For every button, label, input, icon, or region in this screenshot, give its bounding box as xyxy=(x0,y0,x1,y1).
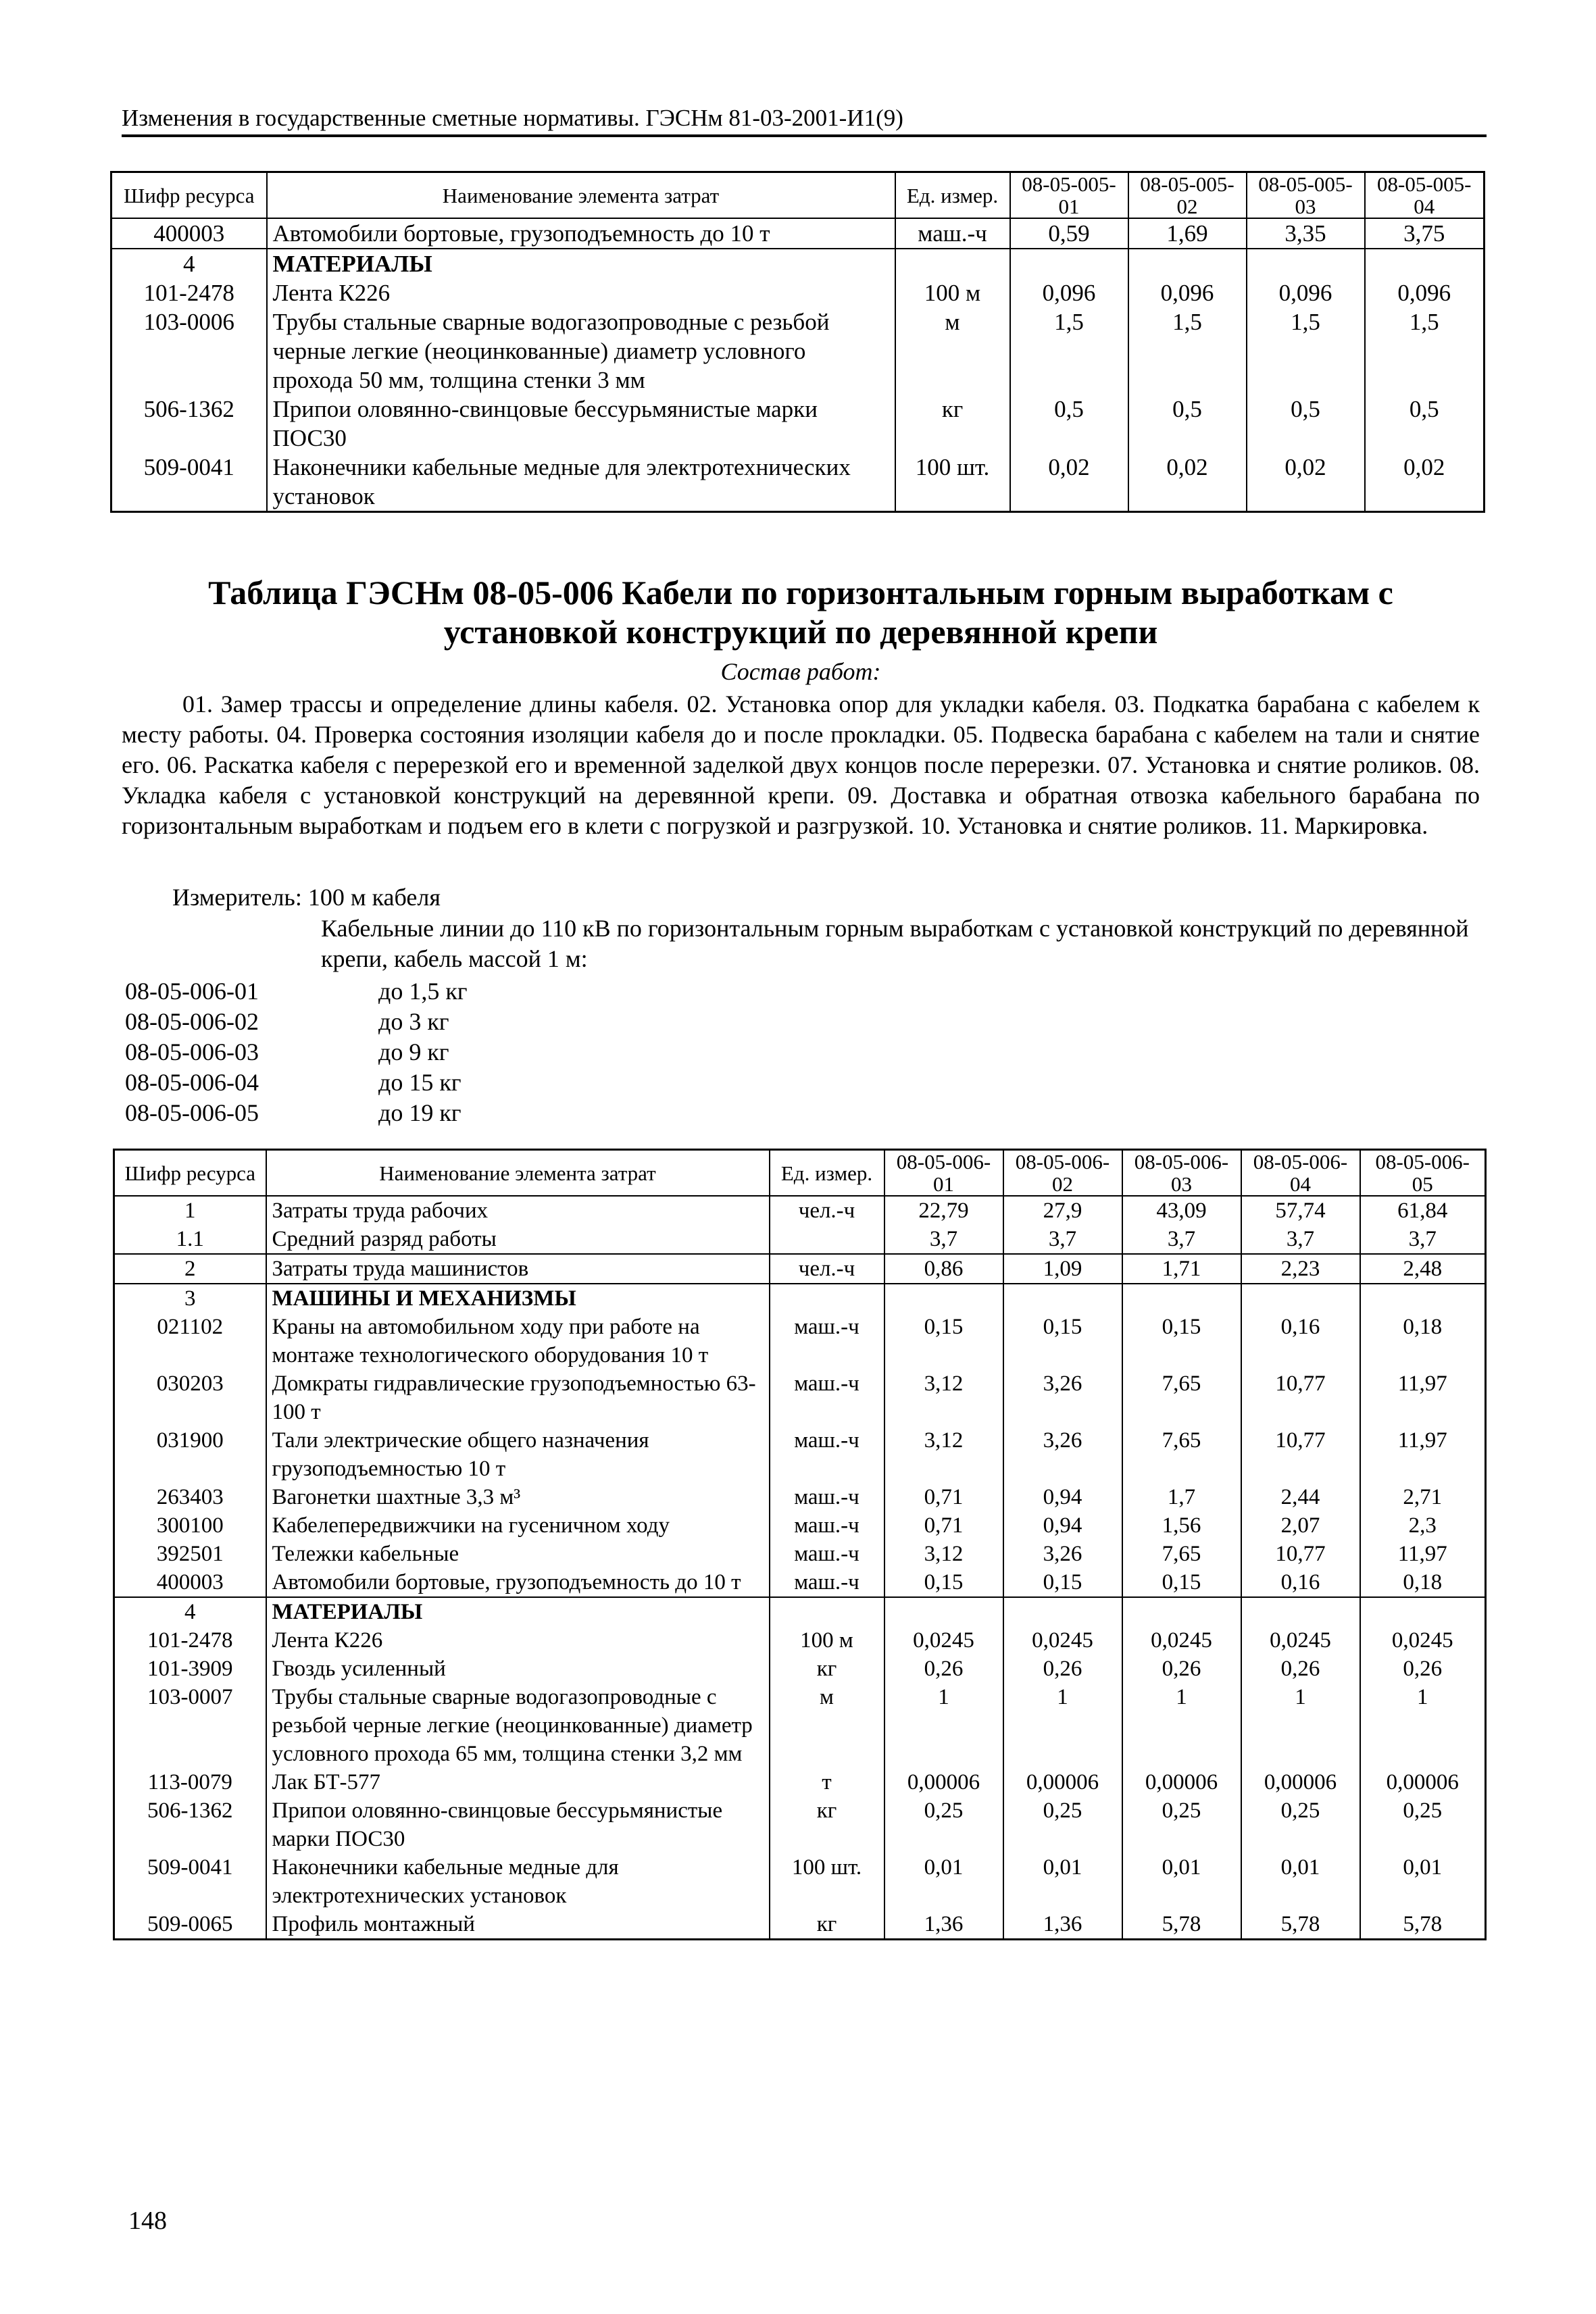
header-col: 08-05-006-04 xyxy=(1241,1150,1360,1197)
row-code: 300100 xyxy=(156,1513,224,1538)
row-name: Профиль монтажный xyxy=(266,1910,770,1940)
row-value: 2,71 xyxy=(1360,1483,1486,1511)
row-value: 43,09 xyxy=(1122,1196,1241,1225)
row-name: МАШИНЫ И МЕХАНИЗМЫ xyxy=(266,1284,770,1313)
title-line-2: установкой конструкций по деревянной крепи xyxy=(443,613,1158,651)
table-row xyxy=(114,1568,1486,1597)
row-code: 509-0041 xyxy=(143,454,234,480)
row-value: 2,23 xyxy=(1241,1254,1360,1284)
row-value: 0,01 xyxy=(884,1853,1003,1910)
resource-table-005 xyxy=(110,171,1485,513)
row-value: 1,5 xyxy=(1247,307,1365,395)
works-label: Состав работ: xyxy=(720,658,881,685)
row-code: 400003 xyxy=(156,1570,224,1594)
row-unit xyxy=(895,249,1010,278)
row-name: Затраты труда рабочих xyxy=(266,1196,770,1225)
row-code: 103-0006 xyxy=(143,309,234,335)
row-value xyxy=(1360,1284,1486,1313)
row-code: 101-3909 xyxy=(147,1657,233,1681)
row-value xyxy=(884,1284,1003,1313)
row-name: Затраты труда машинистов xyxy=(266,1254,770,1284)
row-value xyxy=(1122,1284,1241,1313)
row-value: 0,25 xyxy=(1003,1796,1122,1853)
table-row xyxy=(114,1196,1486,1225)
row-value: 3,12 xyxy=(884,1426,1003,1483)
header-col: 08-05-005-04 xyxy=(1365,172,1485,219)
row-code: 509-0065 xyxy=(147,1912,233,1936)
row-value: 3,26 xyxy=(1003,1369,1122,1426)
row-value: 0,00006 xyxy=(1003,1768,1122,1796)
row-value: 0,94 xyxy=(1003,1511,1122,1540)
row-value: 1 xyxy=(1003,1683,1122,1768)
row-value: 10,77 xyxy=(1241,1540,1360,1568)
variant-item xyxy=(125,1007,468,1037)
header-name: Наименование элемента затрат xyxy=(266,1150,770,1197)
row-unit: чел.-ч xyxy=(770,1196,884,1225)
row-value: 0,5 xyxy=(1365,395,1485,453)
row-name: Трубы стальные сварные водогазопроводные с резьбой черные легкие (неоцинкованные) диаметр условного прохода 50 мм, толщина стенки 3 мм xyxy=(267,307,895,395)
variant-item xyxy=(125,1037,468,1067)
row-value xyxy=(884,1597,1003,1626)
table-row xyxy=(114,1683,1486,1768)
row-value: 0,15 xyxy=(884,1313,1003,1369)
header-col: 08-05-005-02 xyxy=(1128,172,1247,219)
row-value: 0,096 xyxy=(1247,278,1365,307)
row-value: 0,096 xyxy=(1128,278,1247,307)
row-value: 0,01 xyxy=(1003,1853,1122,1910)
row-code: 1 xyxy=(184,1199,196,1223)
row-value: 5,78 xyxy=(1122,1910,1241,1940)
table-title xyxy=(128,573,1473,651)
row-value: 0,25 xyxy=(1241,1796,1360,1853)
row-unit: 100 шт. xyxy=(895,453,1010,512)
row-value: 1 xyxy=(1241,1683,1360,1768)
row-name: Средний разряд работы xyxy=(266,1225,770,1254)
row-value: 0,25 xyxy=(1360,1796,1486,1853)
row-value: 1,09 xyxy=(1003,1254,1122,1284)
variant-code: 08-05-006-05 xyxy=(125,1099,259,1126)
row-value: 1,69 xyxy=(1128,218,1247,249)
row-value: 7,65 xyxy=(1122,1426,1241,1483)
row-value: 1,56 xyxy=(1122,1511,1241,1540)
row-code: 021102 xyxy=(157,1315,224,1339)
row-value: 0,16 xyxy=(1241,1313,1360,1369)
row-value: 1 xyxy=(1122,1683,1241,1768)
row-value: 1,5 xyxy=(1128,307,1247,395)
row-value xyxy=(1003,1597,1122,1626)
row-code: 103-0007 xyxy=(147,1685,233,1709)
row-value: 0,26 xyxy=(1241,1655,1360,1683)
row-unit: маш.-ч xyxy=(770,1313,884,1369)
row-value: 10,77 xyxy=(1241,1426,1360,1483)
row-value: 0,01 xyxy=(1360,1853,1486,1910)
row-name: Трубы стальные сварные водогазопроводные с резьбой черные легкие (неоцинкованные) диаметр условного прохода 65 мм, толщина стенки 3,2 мм xyxy=(266,1683,770,1768)
row-code: 506-1362 xyxy=(143,396,234,422)
row-value: 0,02 xyxy=(1365,453,1485,512)
row-value xyxy=(1247,249,1365,278)
table-row xyxy=(111,278,1485,307)
row-value: 1,5 xyxy=(1365,307,1485,395)
row-name: Наконечники кабельные медные для электротехнических установок xyxy=(267,453,895,512)
row-value: 27,9 xyxy=(1003,1196,1122,1225)
header-unit: Ед. измер. xyxy=(895,172,1010,219)
variant-text: до 3 кг xyxy=(378,1008,449,1035)
row-value: 0,5 xyxy=(1128,395,1247,453)
variant-text: до 19 кг xyxy=(378,1099,462,1126)
row-value: 0,59 xyxy=(1010,218,1128,249)
row-value: 0,00006 xyxy=(1360,1768,1486,1796)
row-value: 0,26 xyxy=(884,1655,1003,1683)
row-name: Лента К226 xyxy=(266,1626,770,1655)
header-code: Шифр ресурса xyxy=(111,172,267,219)
row-unit: маш.-ч xyxy=(770,1426,884,1483)
header-name: Наименование элемента затрат xyxy=(267,172,895,219)
row-value: 0,26 xyxy=(1360,1655,1486,1683)
row-unit: чел.-ч xyxy=(770,1254,884,1284)
table-row xyxy=(114,1853,1486,1910)
row-value: 11,97 xyxy=(1360,1540,1486,1568)
header-code: Шифр ресурса xyxy=(114,1150,266,1197)
row-name: Припои оловянно-свинцовые бессурьмянистые марки ПОС30 xyxy=(266,1796,770,1853)
works-list: 01. Замер трассы и определение длины кабеля. 02. Установка опор для укладки кабеля. 03. Подкатка барабана с кабелем к месту работы. 04. Проверка состояния изоляции кабеля до и после прокладки. 05. Подвеска барабана с кабелем на тали и снятие его. 06. Раскатка кабеля с перерезкой его и временной заделкой двух концов после перерезки. 07. Установка и снятие роликов. 08. Укладка кабеля с установкой конструкций на деревянной крепи. 09. Доставка и обратная отвозка кабельного барабана по горизонтальным выработкам и подъем его в клети с погрузкой и разгрузкой. 10. Установка и снятие роликов. 11. Маркировка. xyxy=(122,690,1480,839)
row-name: Гвоздь усиленный xyxy=(266,1655,770,1683)
row-value: 1,5 xyxy=(1010,307,1128,395)
row-value: 1,71 xyxy=(1122,1254,1241,1284)
row-name: Автомобили бортовые, грузоподъемность до 10 т xyxy=(267,218,895,249)
row-value: 0,25 xyxy=(1122,1796,1241,1853)
row-value: 3,26 xyxy=(1003,1540,1122,1568)
table1-body xyxy=(111,218,1485,512)
row-value: 0,15 xyxy=(1003,1568,1122,1597)
variant-code: 08-05-006-03 xyxy=(125,1038,259,1065)
row-value: 3,7 xyxy=(1122,1225,1241,1254)
row-value: 0,5 xyxy=(1247,395,1365,453)
row-value xyxy=(1010,249,1128,278)
measure-unit: Измеритель: 100 м кабеля xyxy=(172,884,441,911)
row-value: 0,02 xyxy=(1247,453,1365,512)
header-col: 08-05-006-02 xyxy=(1003,1150,1122,1197)
row-value: 0,0245 xyxy=(1003,1626,1122,1655)
row-value: 0,00006 xyxy=(1122,1768,1241,1796)
table-row xyxy=(114,1511,1486,1540)
row-value: 0,00006 xyxy=(884,1768,1003,1796)
row-value: 0,25 xyxy=(884,1796,1003,1853)
running-header: Изменения в государственные сметные нормативы. ГЭСНм 81-03-2001-И1(9) xyxy=(122,105,1487,137)
row-value: 0,71 xyxy=(884,1483,1003,1511)
row-value: 3,12 xyxy=(884,1369,1003,1426)
row-value: 0,18 xyxy=(1360,1313,1486,1369)
table-row xyxy=(114,1910,1486,1940)
row-value: 2,07 xyxy=(1241,1511,1360,1540)
table-row xyxy=(114,1426,1486,1483)
row-code: 030203 xyxy=(156,1372,224,1396)
row-value: 22,79 xyxy=(884,1196,1003,1225)
row-value xyxy=(1241,1284,1360,1313)
row-value: 1,36 xyxy=(1003,1910,1122,1940)
row-unit: маш.-ч xyxy=(770,1483,884,1511)
row-value: 3,7 xyxy=(1003,1225,1122,1254)
row-value xyxy=(1122,1597,1241,1626)
row-value: 0,26 xyxy=(1122,1655,1241,1683)
row-value: 11,97 xyxy=(1360,1369,1486,1426)
row-value: 1 xyxy=(884,1683,1003,1768)
row-value: 0,15 xyxy=(1122,1313,1241,1369)
header-col: 08-05-006-03 xyxy=(1122,1150,1241,1197)
variant-text: до 9 кг xyxy=(378,1038,449,1065)
row-unit: маш.-ч xyxy=(895,218,1010,249)
row-value: 0,26 xyxy=(1003,1655,1122,1683)
row-value: 0,15 xyxy=(1122,1568,1241,1597)
row-value: 0,00006 xyxy=(1241,1768,1360,1796)
row-value: 0,01 xyxy=(1241,1853,1360,1910)
row-code: 506-1362 xyxy=(147,1799,233,1823)
row-value: 0,02 xyxy=(1010,453,1128,512)
row-value: 0,5 xyxy=(1010,395,1128,453)
row-code: 392501 xyxy=(156,1542,224,1566)
variant-code: 08-05-006-04 xyxy=(125,1069,259,1096)
row-value: 0,096 xyxy=(1010,278,1128,307)
table-row xyxy=(114,1284,1486,1313)
row-code: 1.1 xyxy=(176,1227,204,1251)
row-value: 57,74 xyxy=(1241,1196,1360,1225)
row-name: Домкраты гидравлические грузоподъемностью 63-100 т xyxy=(266,1369,770,1426)
row-value: 0,0245 xyxy=(1241,1626,1360,1655)
header-unit: Ед. измер. xyxy=(770,1150,884,1197)
row-value: 3,12 xyxy=(884,1540,1003,1568)
row-code: 509-0041 xyxy=(147,1855,233,1880)
row-unit: маш.-ч xyxy=(770,1369,884,1426)
table-header-row xyxy=(111,172,1485,219)
header-col: 08-05-006-05 xyxy=(1360,1150,1486,1197)
row-unit: 100 м xyxy=(895,278,1010,307)
table-row xyxy=(114,1540,1486,1568)
row-value: 7,65 xyxy=(1122,1369,1241,1426)
norm-description: Кабельные линии до 110 кВ по горизонтальным горным выработкам с установкой конструкций по деревянной крепи, кабель массой 1 м: xyxy=(321,915,1469,972)
row-name: Кабелепередвижчики на гусеничном ходу xyxy=(266,1511,770,1540)
table-row xyxy=(114,1254,1486,1284)
table-row xyxy=(114,1483,1486,1511)
table-row xyxy=(114,1655,1486,1683)
table-row xyxy=(111,249,1485,278)
row-value: 3,26 xyxy=(1003,1426,1122,1483)
variant-code: 08-05-006-01 xyxy=(125,978,259,1005)
table-row xyxy=(114,1626,1486,1655)
table-row xyxy=(111,453,1485,512)
row-value: 11,97 xyxy=(1360,1426,1486,1483)
variant-item xyxy=(125,1098,468,1128)
row-value: 3,7 xyxy=(884,1225,1003,1254)
row-value: 3,35 xyxy=(1247,218,1365,249)
row-value: 5,78 xyxy=(1360,1910,1486,1940)
row-name: Вагонетки шахтные 3,3 м³ xyxy=(266,1483,770,1511)
row-value: 0,0245 xyxy=(1360,1626,1486,1655)
row-value: 0,15 xyxy=(884,1568,1003,1597)
row-name: Припои оловянно-свинцовые бессурьмянистые марки ПОС30 xyxy=(267,395,895,453)
row-value: 1,7 xyxy=(1122,1483,1241,1511)
row-value: 0,18 xyxy=(1360,1568,1486,1597)
row-value: 1 xyxy=(1360,1683,1486,1768)
row-value: 10,77 xyxy=(1241,1369,1360,1426)
row-name: Наконечники кабельные медные для электротехнических установок xyxy=(266,1853,770,1910)
row-code: 101-2478 xyxy=(143,280,234,306)
row-value: 2,44 xyxy=(1241,1483,1360,1511)
row-name: Лента К226 xyxy=(267,278,895,307)
row-unit xyxy=(770,1225,884,1254)
row-code: 2 xyxy=(114,1254,266,1284)
row-value xyxy=(1241,1597,1360,1626)
row-code: 263403 xyxy=(156,1485,224,1509)
variant-item xyxy=(125,976,468,1007)
row-name: Тележки кабельные xyxy=(266,1540,770,1568)
row-value: 0,71 xyxy=(884,1511,1003,1540)
row-unit: м xyxy=(895,307,1010,395)
row-unit: кг xyxy=(770,1910,884,1940)
row-value: 0,15 xyxy=(1003,1313,1122,1369)
row-value: 2,3 xyxy=(1360,1511,1486,1540)
row-unit: кг xyxy=(895,395,1010,453)
variant-item xyxy=(125,1067,468,1098)
row-value: 0,16 xyxy=(1241,1568,1360,1597)
row-unit: м xyxy=(770,1683,884,1768)
row-name: Краны на автомобильном ходу при работе на монтаже технологического оборудования 10 т xyxy=(266,1313,770,1369)
row-value: 3,7 xyxy=(1241,1225,1360,1254)
row-name: МАТЕРИАЛЫ xyxy=(266,1597,770,1626)
row-unit: кг xyxy=(770,1655,884,1683)
table-row xyxy=(111,218,1485,249)
row-value: 2,48 xyxy=(1360,1254,1486,1284)
table-row xyxy=(111,395,1485,453)
row-code: 113-0079 xyxy=(147,1770,232,1794)
row-name: Лак БТ-577 xyxy=(266,1768,770,1796)
row-name: МАТЕРИАЛЫ xyxy=(267,249,895,278)
row-unit: 100 м xyxy=(770,1626,884,1655)
table-row xyxy=(114,1597,1486,1626)
variant-text: до 1,5 кг xyxy=(378,978,468,1005)
row-value: 0,86 xyxy=(884,1254,1003,1284)
row-value xyxy=(1003,1284,1122,1313)
resource-table-006 xyxy=(113,1149,1487,1940)
header-col: 08-05-006-01 xyxy=(884,1150,1003,1197)
page-number: 148 xyxy=(128,2207,167,2235)
title-line-1: Таблица ГЭСНм 08-05-006 Кабели по горизонтальным горным выработкам с xyxy=(208,574,1393,611)
row-code: 031900 xyxy=(156,1428,224,1453)
variant-list xyxy=(125,976,468,1128)
row-code: 4 xyxy=(111,249,267,278)
row-value: 0,0245 xyxy=(1122,1626,1241,1655)
table-row xyxy=(114,1768,1486,1796)
row-value: 3,7 xyxy=(1360,1225,1486,1254)
table2-body xyxy=(114,1196,1486,1940)
table-row xyxy=(114,1313,1486,1369)
row-unit xyxy=(770,1284,884,1313)
row-value xyxy=(1365,249,1485,278)
table-row xyxy=(114,1225,1486,1254)
row-unit: маш.-ч xyxy=(770,1511,884,1540)
row-unit: кг xyxy=(770,1796,884,1853)
row-name: Автомобили бортовые, грузоподъемность до 10 т xyxy=(266,1568,770,1597)
table-header-row xyxy=(114,1150,1486,1197)
row-value: 61,84 xyxy=(1360,1196,1486,1225)
variant-code: 08-05-006-02 xyxy=(125,1008,259,1035)
row-value: 0,02 xyxy=(1128,453,1247,512)
row-code: 400003 xyxy=(153,220,225,247)
row-value: 0,94 xyxy=(1003,1483,1122,1511)
row-unit: маш.-ч xyxy=(770,1568,884,1597)
row-value: 7,65 xyxy=(1122,1540,1241,1568)
row-code: 3 xyxy=(114,1284,266,1313)
row-unit: 100 шт. xyxy=(770,1853,884,1910)
row-value: 1,36 xyxy=(884,1910,1003,1940)
table-row xyxy=(114,1796,1486,1853)
header-col: 08-05-005-01 xyxy=(1010,172,1128,219)
row-code: 101-2478 xyxy=(147,1628,233,1653)
header-col: 08-05-005-03 xyxy=(1247,172,1365,219)
row-value: 3,75 xyxy=(1365,218,1485,249)
row-value: 0,01 xyxy=(1122,1853,1241,1910)
row-value: 5,78 xyxy=(1241,1910,1360,1940)
row-value xyxy=(1360,1597,1486,1626)
row-unit: т xyxy=(770,1768,884,1796)
variant-text: до 15 кг xyxy=(378,1069,462,1096)
row-value: 0,0245 xyxy=(884,1626,1003,1655)
row-value xyxy=(1128,249,1247,278)
table-row xyxy=(111,307,1485,395)
row-unit xyxy=(770,1597,884,1626)
table-row xyxy=(114,1369,1486,1426)
row-unit: маш.-ч xyxy=(770,1540,884,1568)
row-value: 0,096 xyxy=(1365,278,1485,307)
row-code: 4 xyxy=(114,1597,266,1626)
row-name: Тали электрические общего назначения грузоподъемностью 10 т xyxy=(266,1426,770,1483)
